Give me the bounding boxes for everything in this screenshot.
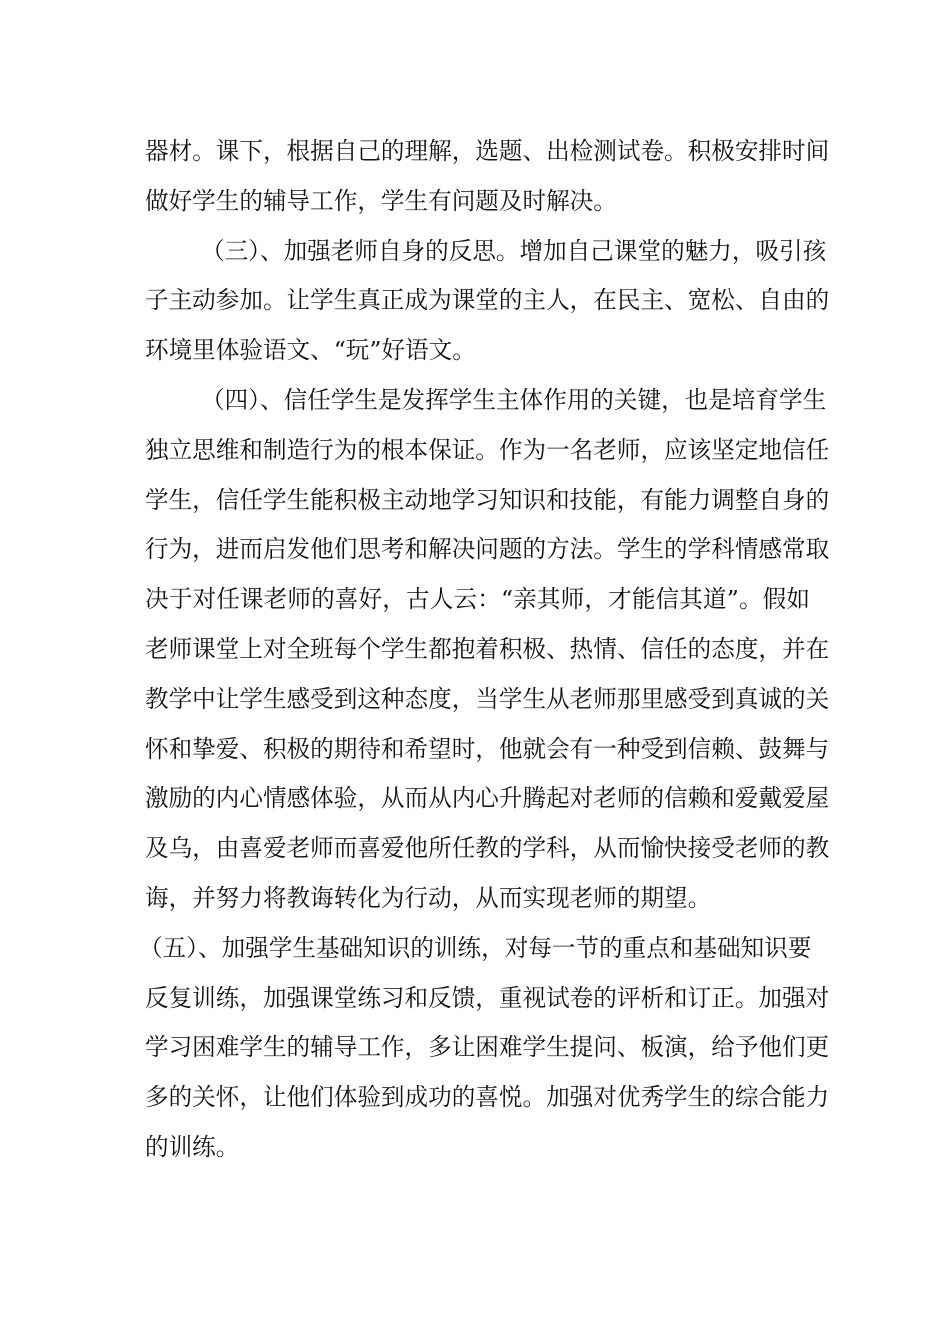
text-line: 怀和挚爱、积极的期待和希望时，他就会有一种受到信赖、鼓舞与 [145, 734, 830, 763]
text-line: 诲，并努力将教诲转化为行动，从而实现老师的期望。 [145, 883, 712, 912]
text-line: 环境里体验语文、“玩”好语文。 [145, 336, 476, 365]
text-line: 激励的内心情感体验，从而从内心升腾起对老师的信赖和爱戴爱屋 [145, 784, 830, 813]
text-line: 子主动参加。让学生真正成为课堂的主人，在民主、宽松、自由的 [145, 286, 830, 315]
text-line: 学生，信任学生能积极主动地学习知识和技能，有能力调整自身的 [145, 485, 830, 514]
text-line: 学习困难学生的辅导工作，多让困难学生提问、板演，给予他们更 [145, 1033, 830, 1062]
text-line: 老师课堂上对全班每个学生都抱着积极、热情、信任的态度，并在 [145, 634, 830, 663]
document-body [139, 127, 830, 1173]
text-line: 的训练。 [145, 1132, 240, 1161]
text-line: 及乌，由喜爱老师而喜爱他所任教的学科，从而愉快接受老师的教 [145, 834, 830, 863]
text-line: 独立思维和制造行为的根本保证。作为一名老师，应该坚定地信任 [145, 435, 830, 464]
text-line: 多的关怀，让他们体验到成功的喜悦。加强对优秀学生的综合能力 [145, 1083, 830, 1112]
text-line: 反复训练，加强课堂练习和反馈，重视试卷的评析和订正。加强对 [145, 983, 830, 1012]
text-line: 器材。课下，根据自己的理解，选题、出检测试卷。积极安排时间 [145, 137, 830, 165]
paragraph-start-line: （五）、加强学生基础知识的训练，对每一节的重点和基础知识要 [139, 933, 812, 962]
text-line: 教学中让学生感受到这种态度，当学生从老师那里感受到真诚的关 [145, 684, 830, 713]
paragraph-start-line: （四）、信任学生是发挥学生主体作用的关键，也是培育学生 [201, 385, 827, 414]
text-line: 做好学生的辅导工作，学生有问题及时解决。 [145, 186, 617, 215]
text-line: 决于对任课老师的喜好，古人云：“亲其师，才能信其道”。假如 [145, 585, 810, 614]
text-line: 行为，进而启发他们思考和解决问题的方法。学生的学科情感常取 [145, 535, 830, 564]
paragraph-start-line: （三）、加强老师自身的反思。增加自己课堂的魅力，吸引孩 [201, 236, 827, 265]
